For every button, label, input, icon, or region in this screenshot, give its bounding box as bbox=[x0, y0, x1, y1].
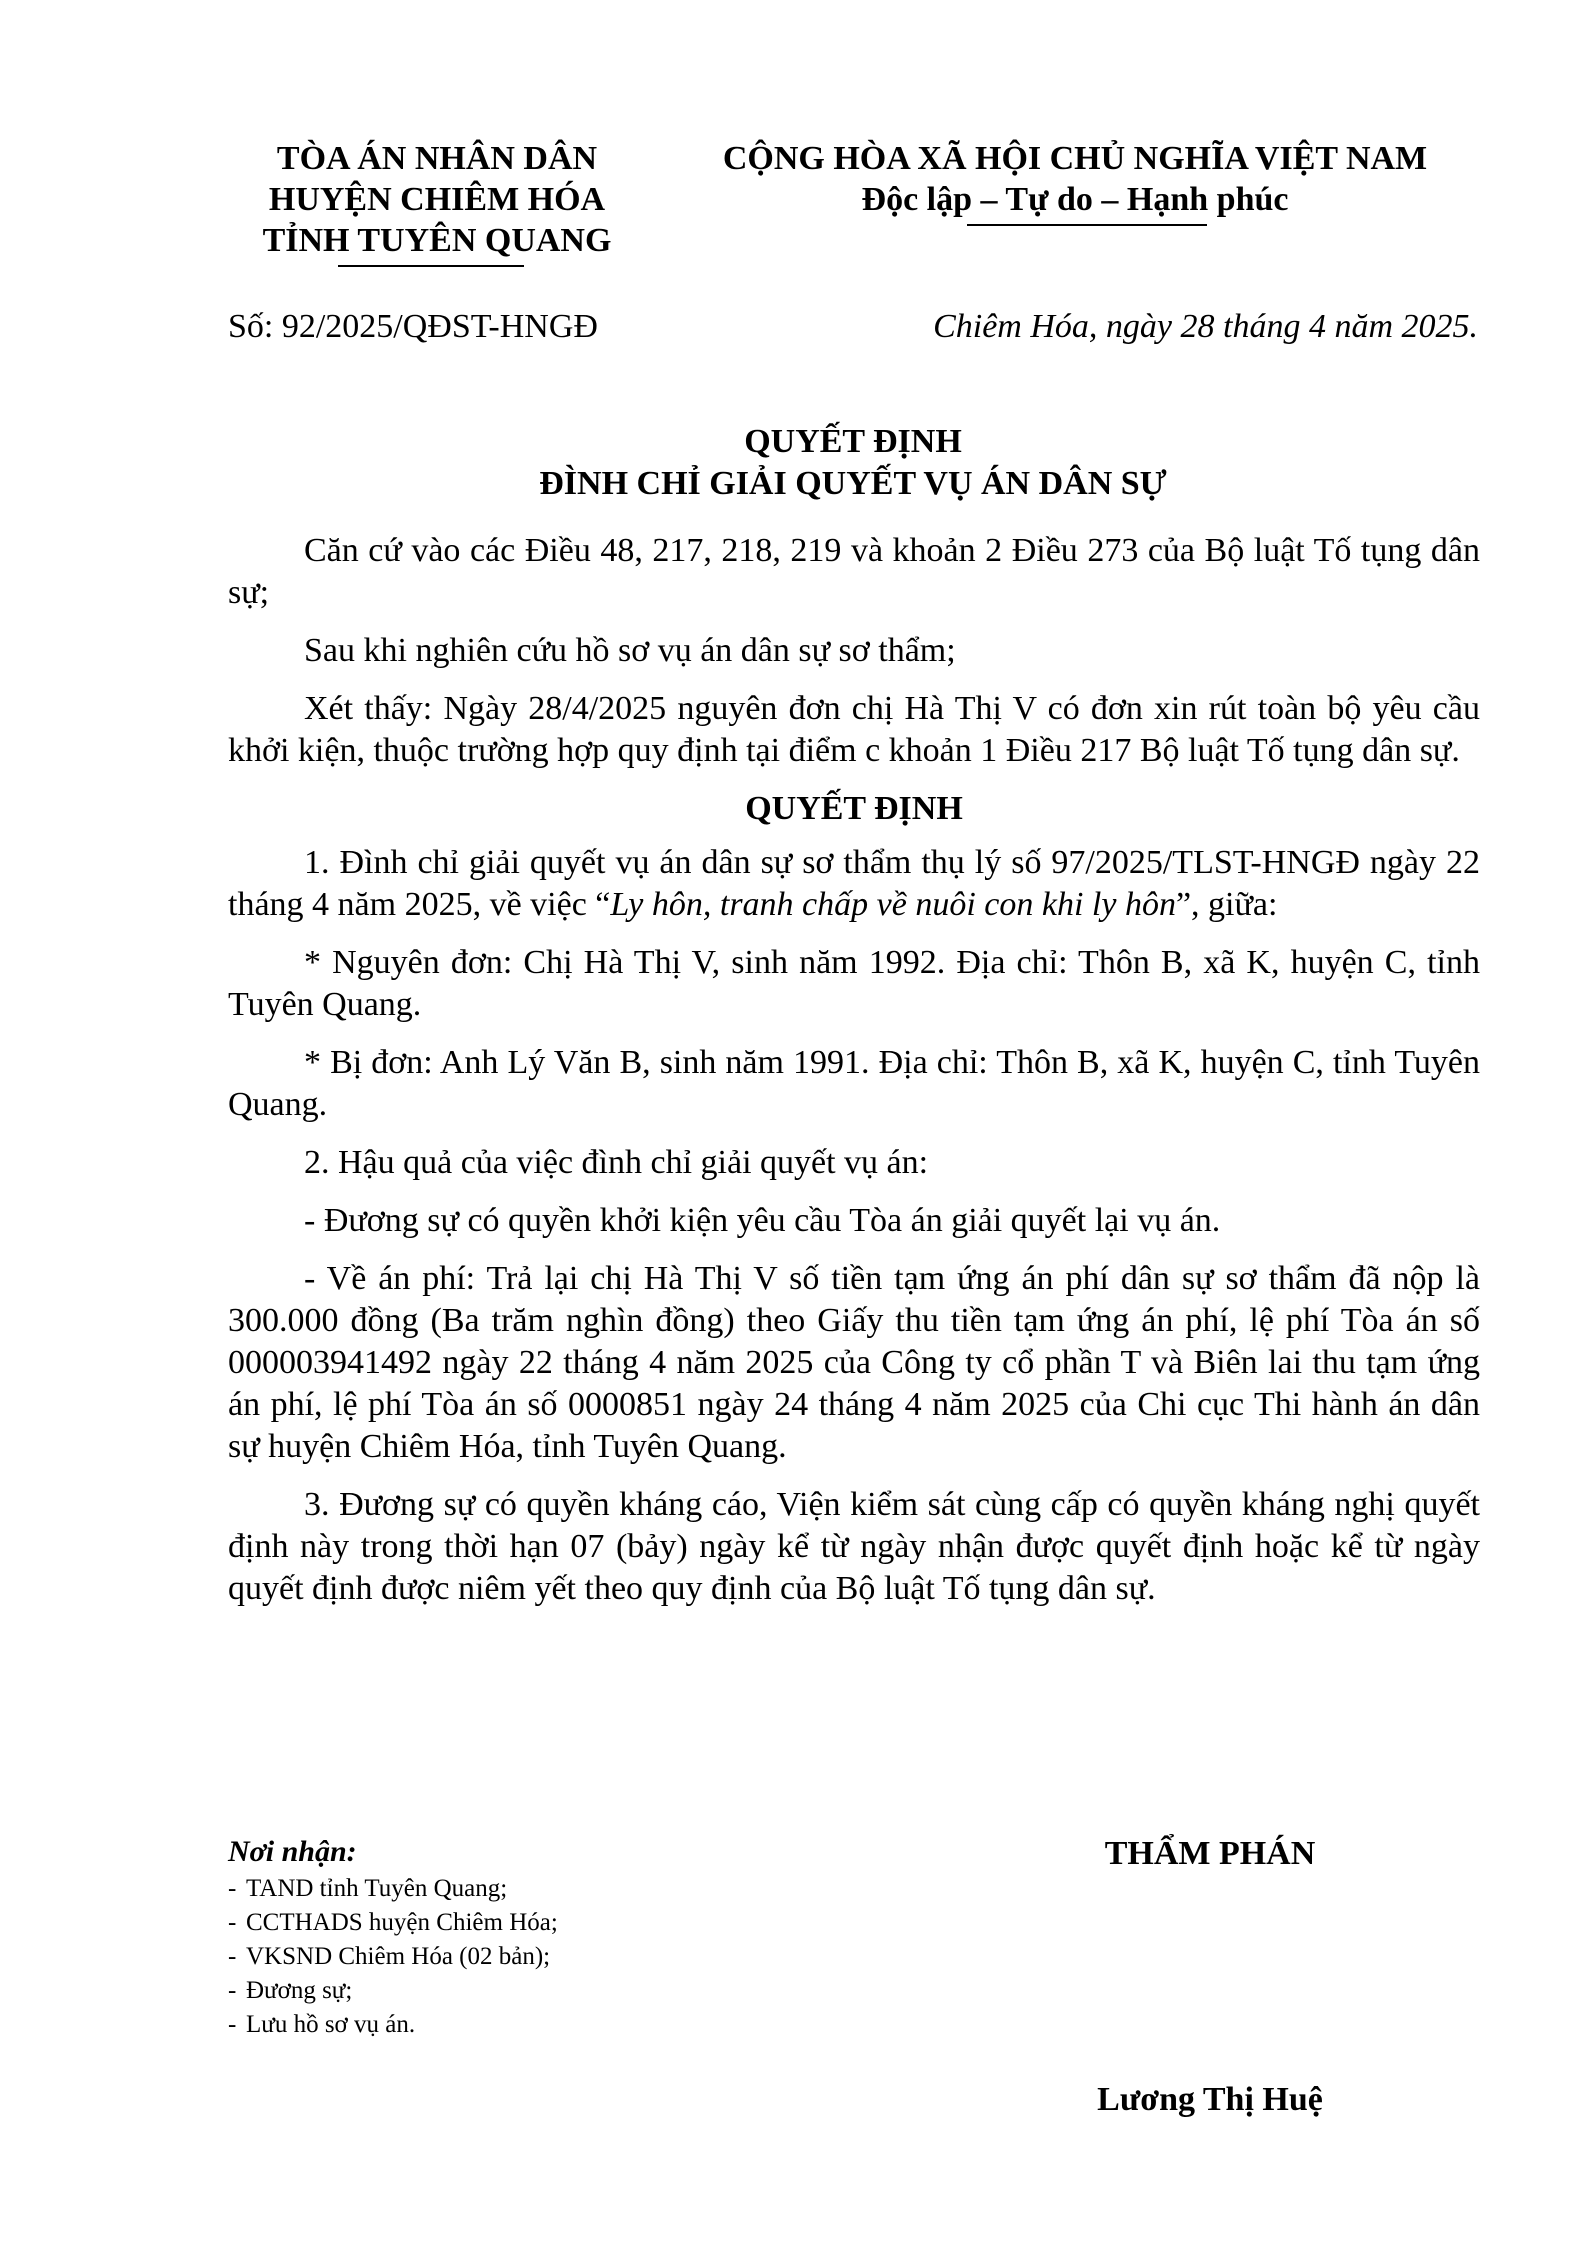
item-1-text: 1. Đình chỉ giải quyết vụ án dân sự sơ thẩm thụ lý số 97/2025/TLST-HNGĐ ngày 22 tháng 4 năm 2025, về việc “ bbox=[228, 844, 1480, 923]
recipient-text: VKSND Chiêm Hóa (02 bản); bbox=[246, 1943, 551, 1970]
nation-header bbox=[690, 138, 1460, 220]
court-name-line-3: TỈNH TUYÊN QUANG bbox=[262, 222, 612, 259]
item-1-tail: ”, giữa: bbox=[1175, 886, 1278, 923]
court-header-underline bbox=[338, 265, 524, 267]
decision-number: Số: 92/2025/QĐST-HNGĐ bbox=[228, 308, 598, 345]
decision-heading: QUYẾT ĐỊNH bbox=[745, 790, 963, 827]
decision-item-2a: - Đương sự có quyền khởi kiện yêu cầu Tòa án giải quyết lại vụ án. bbox=[304, 1202, 1221, 1239]
recipient-text: Đương sự; bbox=[246, 1977, 353, 2004]
recipients-list bbox=[228, 1872, 888, 2042]
decision-item-2b: - Về án phí: Trả lại chị Hà Thị V số tiền tạm ứng án phí dân sự sơ thẩm đã nộp là 300.000 đồng (Ba trăm nghìn đồng) theo Giấy thu tiền tạm ứng án phí, lệ phí Tòa án số 000003941492 ngày 22 tháng 4 năm 2025 của Công ty cổ phần T và Biên lai thu tạm ứng án phí, lệ phí Tòa án số 0000851 ngày 24 tháng 4 năm 2025 của Chi cục Thi hành án dân sự huyện Chiêm Hóa, tỉnh Tuyên Quang. bbox=[228, 1260, 1480, 1465]
case-review: Sau khi nghiên cứu hồ sơ vụ án dân sự sơ thẩm; bbox=[304, 632, 956, 669]
decision-item-3: 3. Đương sự có quyền kháng cáo, Viện kiểm sát cùng cấp có quyền kháng nghị quyết định này trong thời hạn 07 (bảy) ngày kể từ ngày nhận được quyết định hoặc kể từ ngày quyết định được niêm yết theo quy định của Bộ luật Tố tụng dân sự. bbox=[228, 1486, 1480, 1607]
case-subject: Ly hôn, tranh chấp về nuôi con khi ly hôn bbox=[610, 886, 1176, 923]
court-header bbox=[232, 138, 642, 261]
court-name-line-1: TÒA ÁN NHÂN DÂN bbox=[276, 140, 598, 177]
document-subtitle: ĐÌNH CHỈ GIẢI QUYẾT VỤ ÁN DÂN SỰ bbox=[539, 465, 1167, 502]
place-and-date: Chiêm Hóa, ngày 28 tháng 4 năm 2025. bbox=[933, 308, 1478, 345]
recipient-item: - CCTHADS huyện Chiêm Hóa; bbox=[228, 1909, 558, 1936]
recipient-text: TAND tỉnh Tuyên Quang; bbox=[246, 1875, 508, 1902]
recipient-item: - Lưu hồ sơ vụ án. bbox=[228, 2011, 416, 2038]
recipient-item: - Đương sự; bbox=[228, 1977, 353, 2004]
defendant-info: * Bị đơn: Anh Lý Văn B, sinh năm 1991. Địa chỉ: Thôn B, xã K, huyện C, tỉnh Tuyên Quang. bbox=[228, 1044, 1480, 1123]
nation-name: CỘNG HÒA XÃ HỘI CHỦ NGHĨA VIỆT NAM bbox=[722, 140, 1428, 177]
recipient-item: - VKSND Chiêm Hóa (02 bản); bbox=[228, 1943, 551, 1970]
nation-motto-underline bbox=[967, 224, 1207, 226]
document-body bbox=[228, 530, 1480, 1626]
recipient-item: - TAND tỉnh Tuyên Quang; bbox=[228, 1875, 508, 1902]
plaintiff-info: * Nguyên đơn: Chị Hà Thị V, sinh năm 1992. Địa chỉ: Thôn B, xã K, huyện C, tỉnh Tuyên Quang. bbox=[228, 944, 1480, 1023]
recipients-block bbox=[228, 1832, 888, 2042]
document-title: QUYẾT ĐỊNH bbox=[744, 423, 962, 460]
recipients-title: Nơi nhận: bbox=[228, 1835, 357, 1868]
recipient-text: CCTHADS huyện Chiêm Hóa; bbox=[246, 1909, 558, 1936]
decision-item-2: 2. Hậu quả của việc đình chỉ giải quyết vụ án: bbox=[304, 1144, 929, 1181]
signer-title: THẨM PHÁN bbox=[1104, 1835, 1316, 1872]
considerations: Xét thấy: Ngày 28/4/2025 nguyên đơn chị Hà Thị V có đơn xin rút toàn bộ yêu cầu khởi kiện, thuộc trường hợp quy định tại điểm c khoản 1 Điều 217 Bộ luật Tố tụng dân sự. bbox=[228, 690, 1480, 769]
nation-motto: Độc lập – Tự do – Hạnh phúc bbox=[861, 181, 1289, 218]
legal-basis: Căn cứ vào các Điều 48, 217, 218, 219 và khoản 2 Điều 273 của Bộ luật Tố tụng dân sự; bbox=[228, 532, 1480, 611]
signer-name: Lương Thị Huệ bbox=[1097, 2081, 1323, 2118]
decision-item-1 bbox=[228, 842, 1480, 926]
recipient-text: Lưu hồ sơ vụ án. bbox=[246, 2011, 416, 2038]
court-name-line-2: HUYỆN CHIÊM HÓA bbox=[268, 181, 606, 218]
